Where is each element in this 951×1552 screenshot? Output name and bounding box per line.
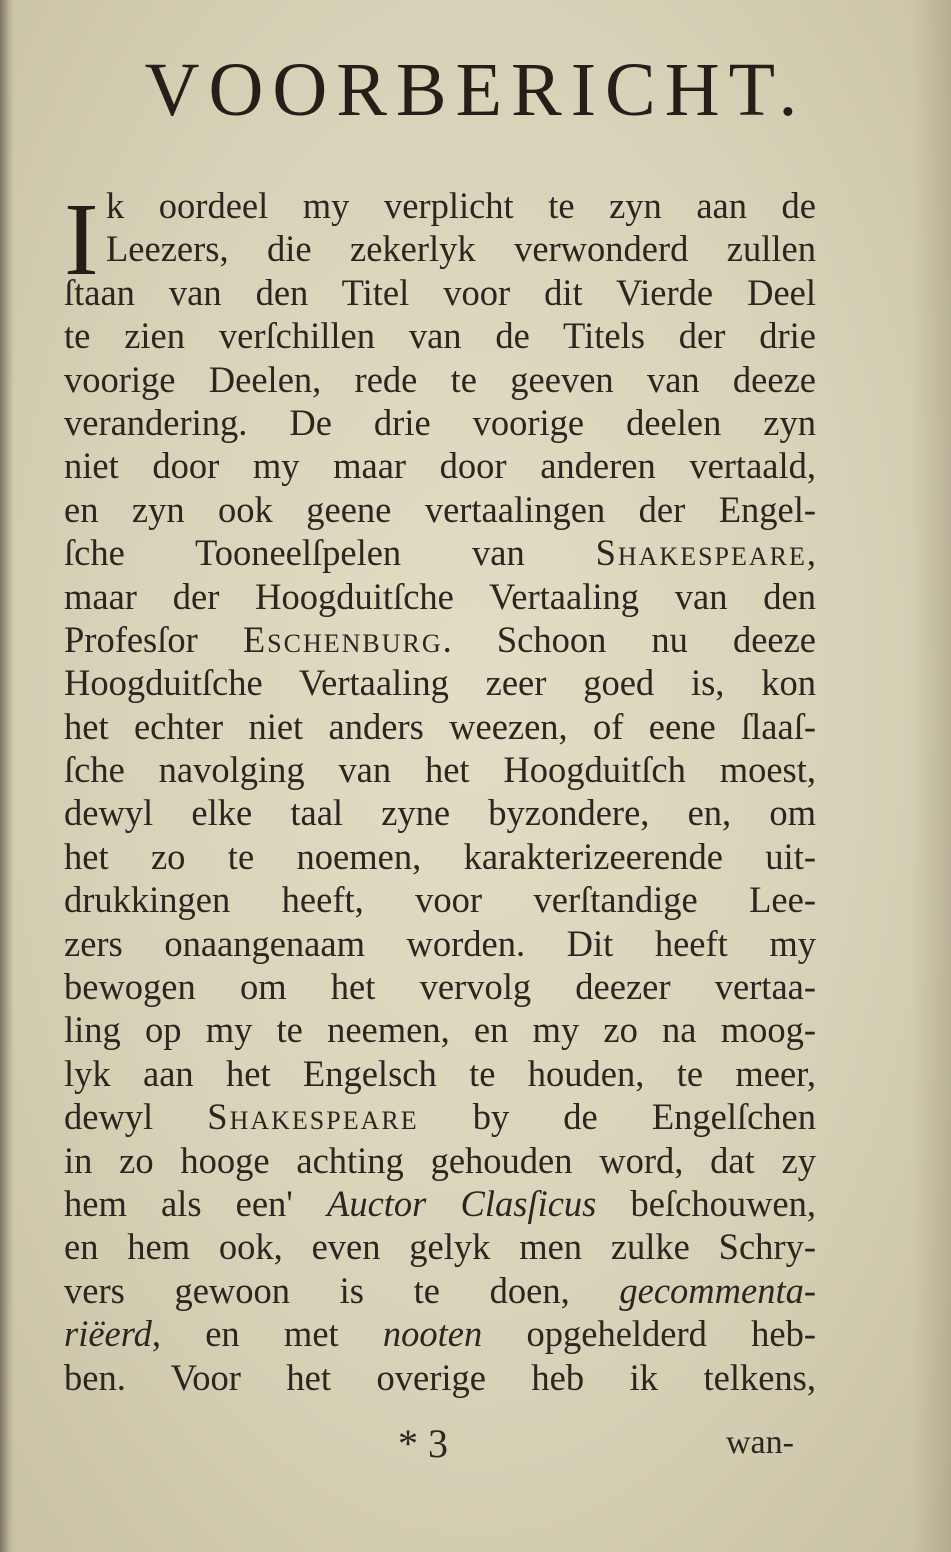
text-segment: beſchouwen,	[596, 1182, 817, 1224]
italic-text: riëerd	[64, 1313, 152, 1355]
text-line	[64, 618, 816, 661]
text-line	[64, 748, 816, 791]
text-line	[64, 661, 816, 704]
text-segment: niet door my maar door anderen vertaald,	[64, 445, 816, 487]
text-line	[64, 878, 816, 921]
small-caps-name: Shakespeare	[595, 532, 807, 574]
text-line	[64, 184, 816, 227]
text-line	[64, 271, 816, 314]
text-segment: ben. Voor het overige heb ik telkens,	[64, 1356, 816, 1398]
text-segment: ſche navolging van het Hoogduitſch moest,	[64, 749, 816, 791]
text-segment: k oordeel my verplicht te zyn aan de	[106, 185, 816, 226]
text-segment: Hoogduitſche Vertaaling zeer goed is, kon	[64, 662, 816, 704]
text-line	[64, 1095, 816, 1138]
text-segment: verandering. De drie voorige deelen zyn	[64, 401, 816, 443]
page-heading: VOORBERICHT.	[144, 48, 807, 132]
text-segment: hem als een'	[64, 1182, 328, 1224]
text-segment: vers gewoon is te doen,	[64, 1269, 620, 1311]
text-line	[64, 444, 816, 487]
text-segment: en zyn ook geene vertaalingen der Engel-	[64, 488, 816, 530]
text-line	[64, 791, 816, 834]
text-segment: en hem ook, even gelyk men zulke Schry-	[64, 1226, 816, 1268]
text-segment: by de Engelſchen	[418, 1096, 816, 1138]
text-segment: lyk aan het Engelsch te houden, te meer,	[64, 1052, 816, 1094]
text-line	[64, 488, 816, 531]
signature-mark: * 3	[398, 1421, 448, 1466]
text-line	[64, 922, 816, 965]
text-segment: dewyl	[64, 1096, 208, 1138]
text-line	[64, 575, 816, 618]
text-line	[64, 965, 816, 1008]
text-line	[64, 401, 816, 444]
text-line	[64, 1225, 816, 1268]
text-segment: voorige Deelen, rede te geeven van deeze	[64, 358, 816, 400]
text-line	[64, 1312, 816, 1355]
text-segment: , en met	[151, 1313, 383, 1355]
text-segment: maar der Hoogduitſche Vertaaling van den	[64, 575, 816, 617]
text-segment: . Schoon nu deeze	[442, 618, 816, 660]
text-segment: zers onaangenaam worden. Dit heeft my	[64, 922, 816, 964]
text-line	[64, 705, 816, 748]
text-line	[64, 358, 816, 401]
small-caps-name: Shakespeare	[207, 1096, 419, 1138]
small-caps-name: Eschenburg	[242, 618, 443, 660]
text-line	[64, 1269, 816, 1312]
text-segment: te zien verſchillen van de Titels der drie	[64, 315, 816, 357]
text-line	[64, 1356, 816, 1399]
text-segment: dewyl elke taal zyne byzondere, en, om	[64, 792, 816, 834]
text-segment: ling op my te neemen, en my zo na moog-	[64, 1009, 816, 1051]
page-gutter-shadow	[0, 0, 14, 1552]
text-segment: in zo hooge achting gehouden word, dat zy	[64, 1139, 816, 1181]
italic-text: gecommenta-	[619, 1269, 816, 1311]
text-line	[64, 1052, 816, 1095]
text-line	[64, 1139, 816, 1182]
drop-cap: I	[64, 182, 99, 297]
text-segment: Leezers, die zekerlyk verwonderd zullen	[106, 228, 816, 270]
text-segment: het echter niet anders weezen, of eene ſlaaſ-	[64, 705, 816, 747]
text-line	[64, 835, 816, 878]
text-segment: opgehelderd heb-	[482, 1313, 816, 1355]
italic-text: nooten	[382, 1313, 483, 1355]
text-segment: ,	[806, 532, 816, 574]
italic-text: Auctor Clasſicus	[327, 1182, 597, 1224]
text-segment: Profesſor	[64, 618, 243, 660]
catchword: wan-	[726, 1424, 794, 1461]
text-line	[64, 227, 816, 270]
text-line	[64, 314, 816, 357]
text-segment: ſtaan van den Titel voor dit Vierde Deel	[64, 271, 816, 313]
page-edge-shadow	[911, 0, 951, 1552]
text-segment: het zo te noemen, karakterizeerende uit-	[64, 835, 816, 877]
text-segment: ſche Tooneelſpelen van	[64, 532, 596, 574]
text-line	[64, 1182, 816, 1225]
body-text	[64, 184, 816, 1399]
text-line	[64, 531, 816, 574]
text-segment: drukkingen heeft, voor verſtandige Lee-	[64, 879, 816, 921]
text-segment: bewogen om het vervolg deezer vertaa-	[64, 966, 816, 1008]
text-line	[64, 1008, 816, 1051]
